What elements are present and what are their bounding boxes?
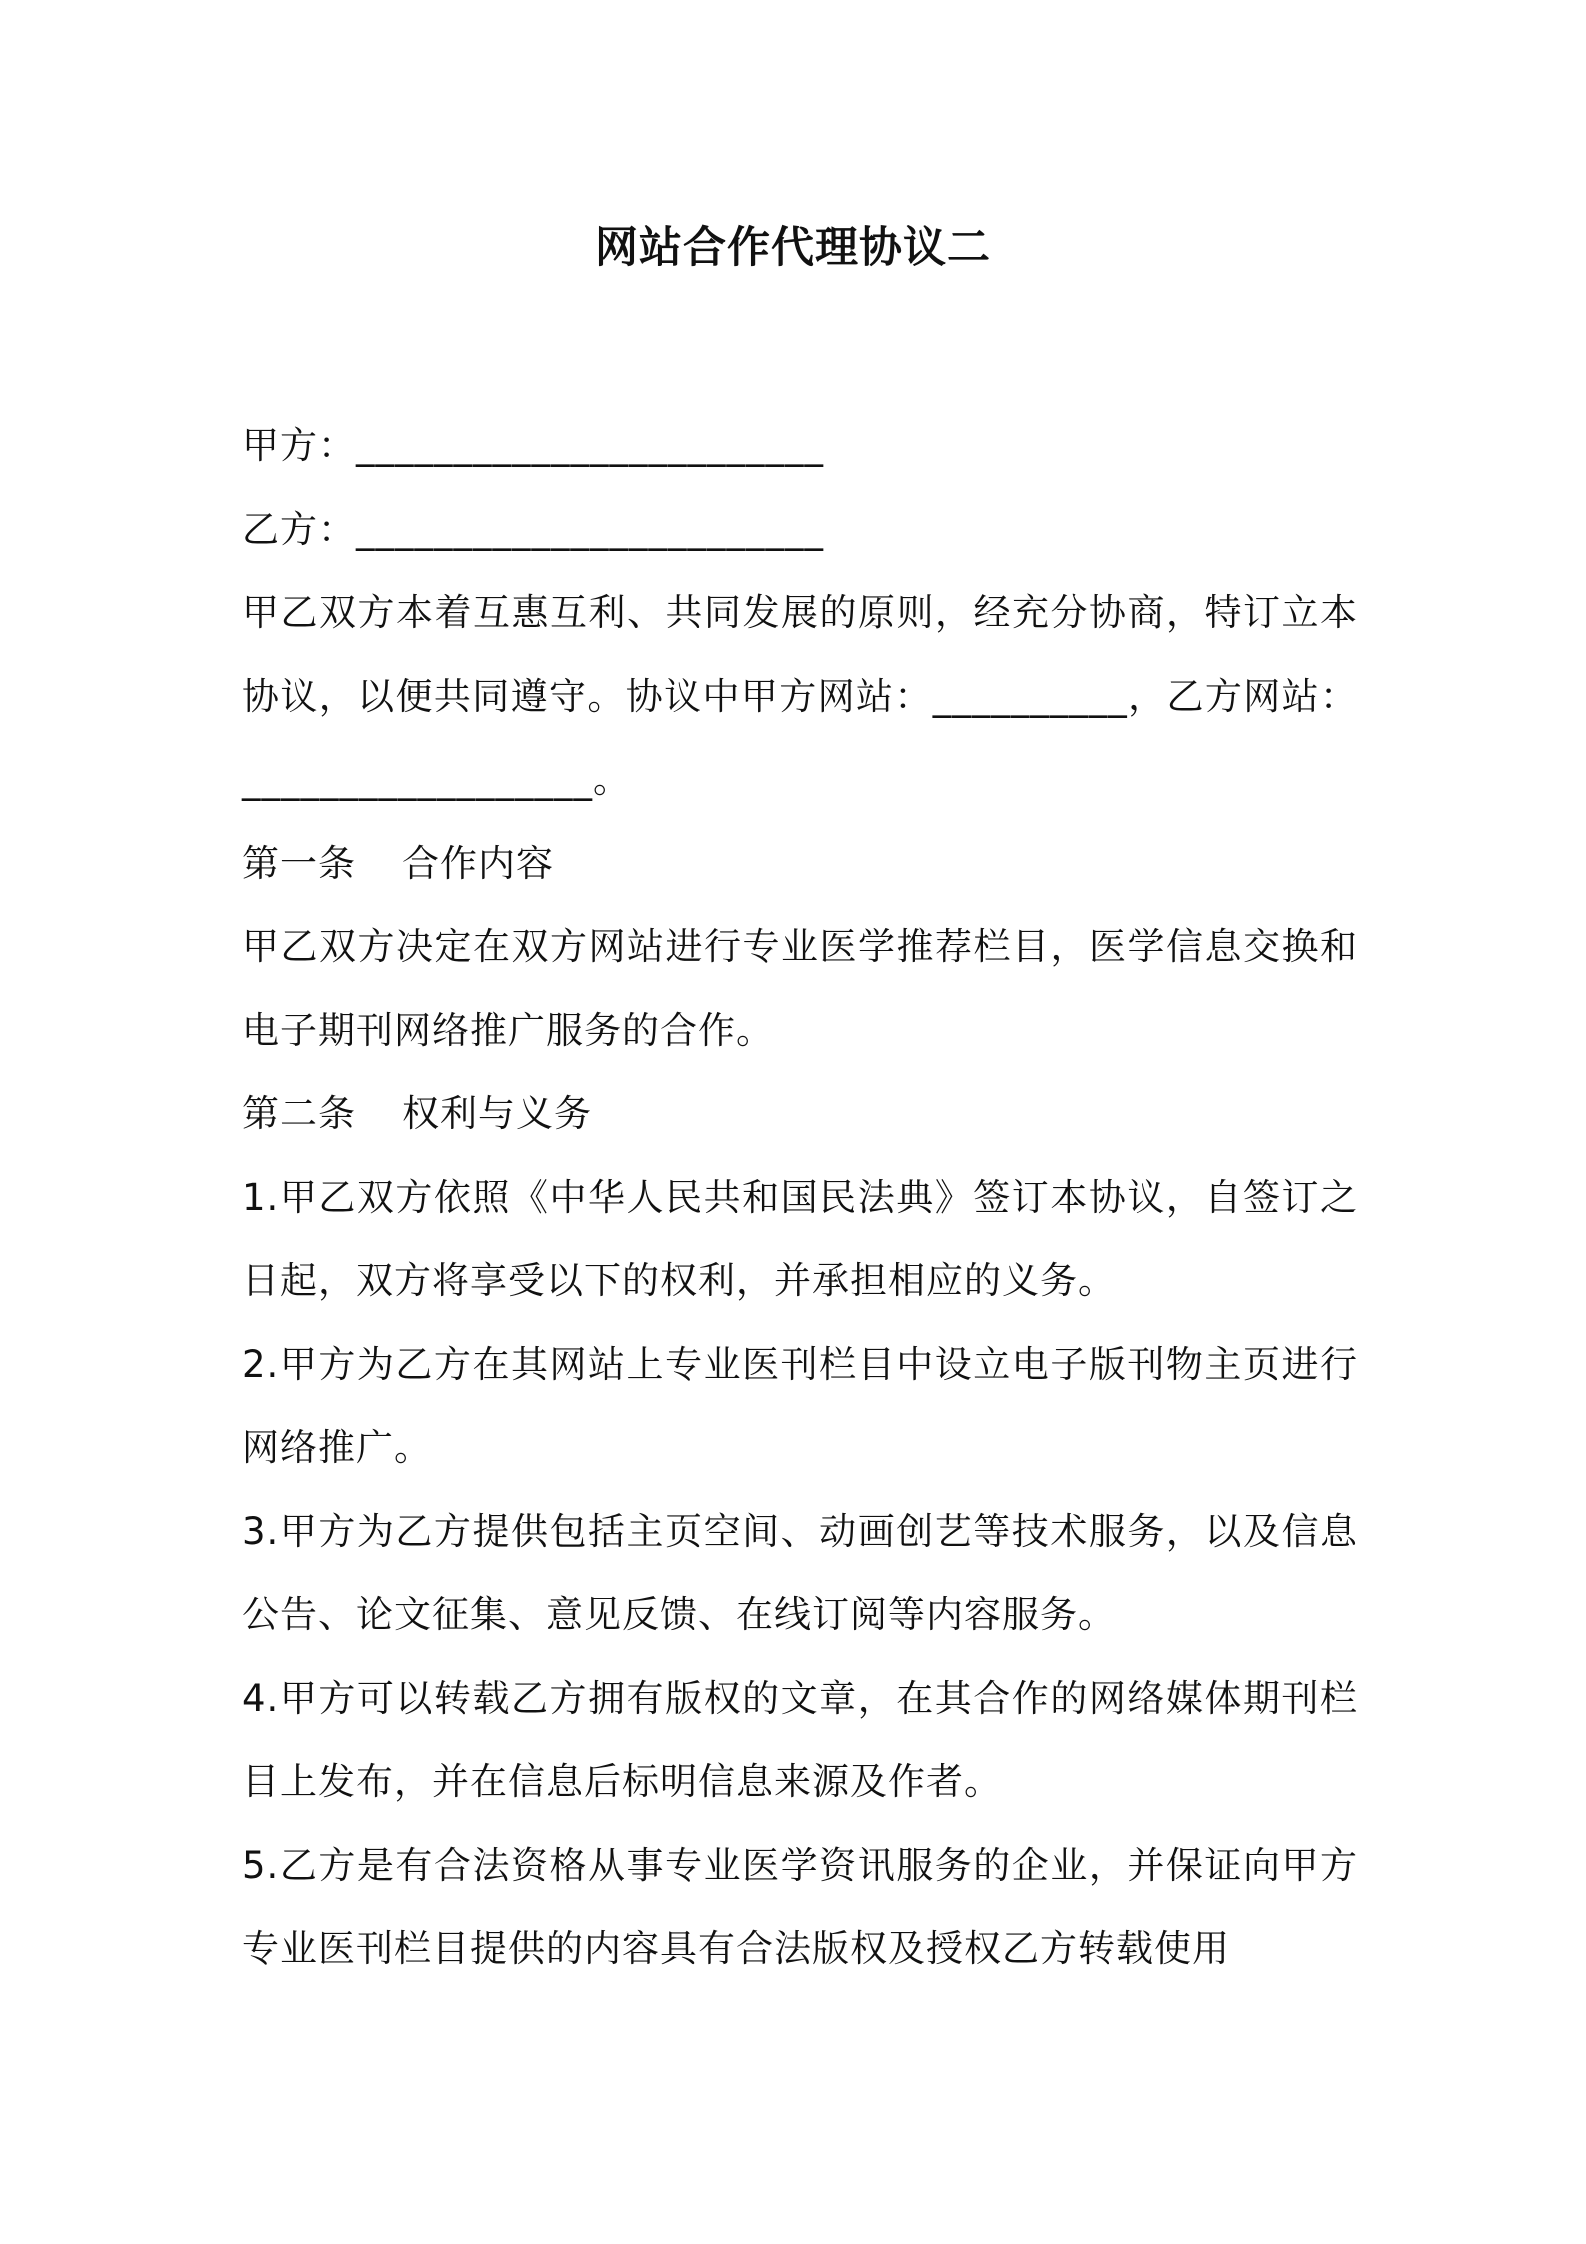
article-2-title: 权利与义务 [402,1092,592,1135]
article-2-heading [242,1072,1358,1156]
clause-1: 1.甲乙双方依照《中华人民共和国民法典》签订本协议，自签订之日起，双方将享受以下的权利，并承担相应的义务。 [242,1175,1358,1302]
document-body [242,404,1358,1991]
clause-4: 4.甲方可以转载乙方拥有版权的文章，在其合作的网络媒体期刊栏目上发布，并在信息后标明信息来源及作者。 [242,1676,1358,1803]
article-1-title: 合作内容 [402,841,554,885]
clause-3: 3.甲方为乙方提供包括主页空间、动画创艺等技术服务，以及信息公告、论文征集、意见反馈、在线订阅等内容服务。 [242,1509,1358,1636]
clause-5: 5.乙方是有合法资格从事专业医学资讯服务的企业，并保证向甲方专业医刊栏目提供的内容具有合法版权及授权乙方转载使用 [242,1843,1358,1970]
article-2-number: 第二条 [242,1092,356,1135]
party-b-line: 乙方：________________________ [242,507,824,551]
document-title: 网站合作代理协议二 [595,223,991,273]
clause-2: 2.甲方为乙方在其网站上专业医刊栏目中设立电子版刊物主页进行网络推广。 [242,1342,1358,1469]
article-1-heading [242,822,1358,906]
party-a-line: 甲方：________________________ [242,424,824,467]
intro-paragraph: 甲乙双方本着互惠互利、共同发展的原则，经充分协商，特订立本协议，以便共同遵守。协议中甲方网站：__________，乙方网站：__________________。 [242,591,1358,801]
article-1-number: 第一条 [242,841,356,885]
article-1-paragraph: 甲乙双方决定在双方网站进行专业医学推荐栏目，医学信息交换和电子期刊网络推广服务的合作。 [242,925,1358,1052]
